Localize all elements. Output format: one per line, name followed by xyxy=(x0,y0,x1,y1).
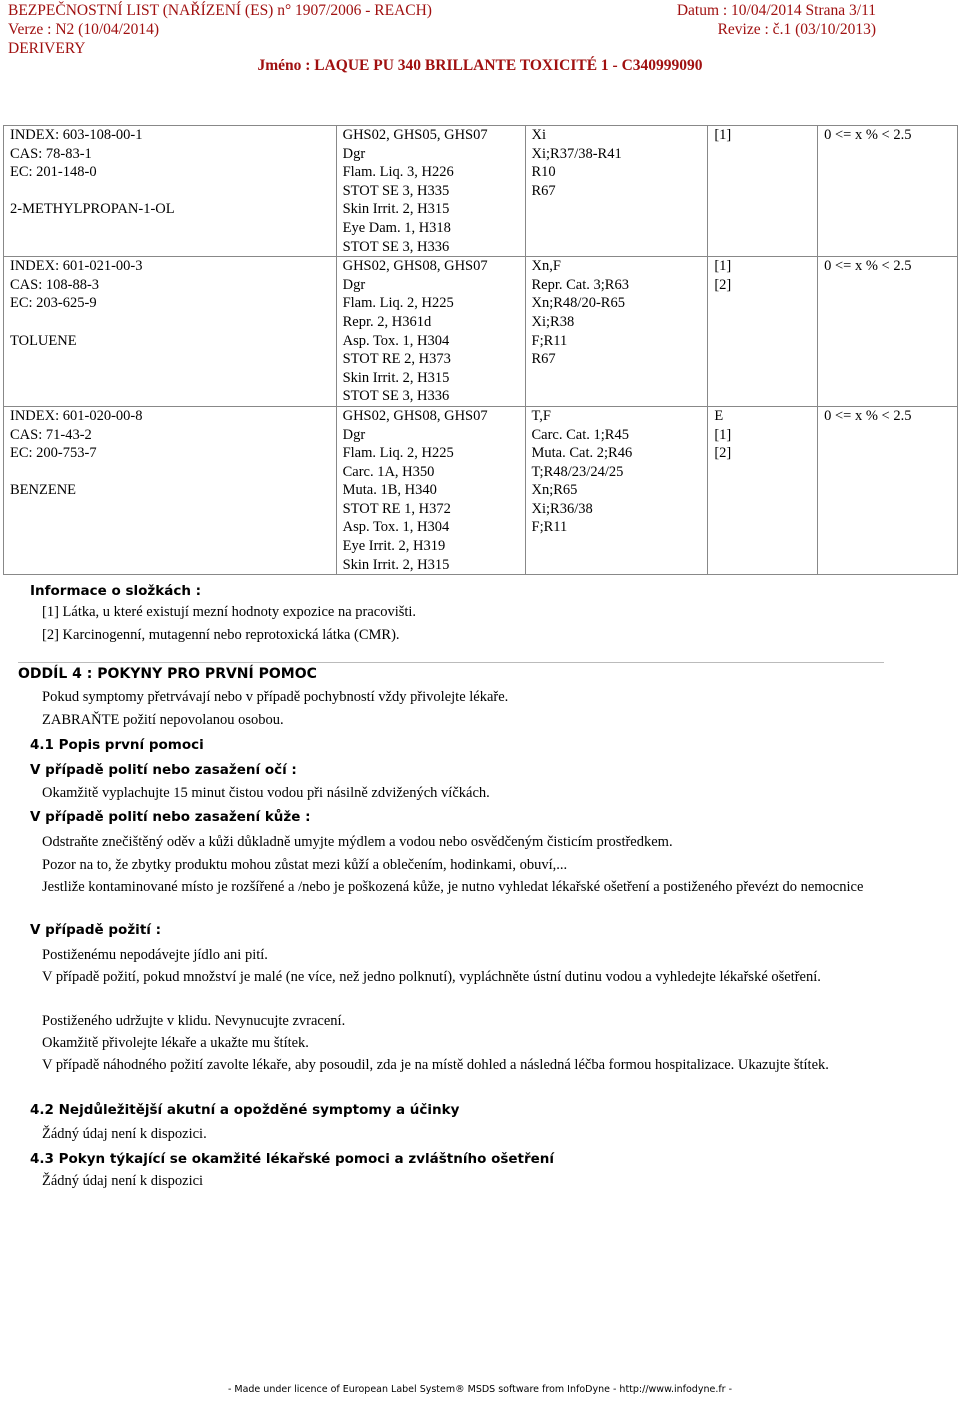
cell-line: INDEX: 603-108-00-1 xyxy=(10,127,143,143)
skin-text-3: Jestliže kontaminované místo je rozšířené a /nebo je poškozená kůže, je nutno vyhledat lékařské ošetření a postiženého převézt do nemocnice xyxy=(42,879,864,895)
cell-line: INDEX: 601-020-00-8 xyxy=(10,407,143,424)
cell-line: R67 xyxy=(531,351,556,368)
cell-line: Dgr xyxy=(342,276,366,293)
ingestion-text-5: V případě náhodného požití zavolte lékaře, aby posoudil, zda je na místě dohled a následná léčba formou hospitalizace. Ukazujte štítek. xyxy=(42,1057,829,1073)
skin-text-1: Odstraňte znečištěný oděv a kůži důkladně umyjte mýdlem a vodou nebo osvědčeným čisticím prostředkem. xyxy=(42,834,673,850)
substance-identification-cell xyxy=(4,126,337,257)
clp-classification-cell xyxy=(336,406,525,574)
blank-line xyxy=(10,313,336,332)
cell-line: E xyxy=(714,407,724,424)
revision: Revize : č.1 (03/10/2013) xyxy=(717,21,876,38)
cell-line: Muta. Cat. 2;R46 xyxy=(531,445,633,462)
subsection-4-3-title: 4.3 Pokyn týkající se okamžité lékařské pomoci a zvláštního ošetření xyxy=(30,1151,555,1167)
cell-line: STOT SE 3, H335 xyxy=(342,182,450,199)
cell-line: BENZENE xyxy=(10,482,77,499)
cell-line: Repr. 2, H361d xyxy=(342,313,432,330)
cell-line: [1] xyxy=(714,127,732,143)
header-line-3 xyxy=(8,39,952,58)
cell-line: R10 xyxy=(531,164,556,181)
eyes-text: Okamžitě vyplachujte 15 minut čistou vodou při násilně zdvižených víčkách. xyxy=(42,785,490,801)
cell-line: EC: 200-753-7 xyxy=(10,445,97,462)
cell-line: Eye Irrit. 2, H319 xyxy=(342,538,446,555)
info-note-2: [2] Karcinogenní, mutagenní nebo reprotoxická látka (CMR). xyxy=(42,627,400,643)
cell-line: Carc. Cat. 1;R45 xyxy=(531,426,629,443)
dsd-classification-cell xyxy=(525,406,708,574)
cell-line: INDEX: 601-021-00-3 xyxy=(10,258,143,275)
table-row xyxy=(4,257,958,407)
cell-line: Xi;R37/38-R41 xyxy=(531,145,622,162)
cell-line: GHS02, GHS05, GHS07 xyxy=(342,127,488,143)
components-info-title: Informace o složkách : xyxy=(30,583,202,599)
cell-line: Asp. Tox. 1, H304 xyxy=(342,332,450,349)
product-name: Jméno : LAQUE PU 340 BRILLANTE TOXICITÉ 1 - C340999090 xyxy=(257,57,703,74)
footer-licence: - Made under licence of European Label System® MSDS software from InfoDyne - http://www.infodyne.fr - xyxy=(227,1384,733,1395)
cell-line: Dgr xyxy=(342,426,366,443)
cell-line: CAS: 71-43-2 xyxy=(10,426,92,443)
cell-line: EC: 203-625-9 xyxy=(10,295,97,312)
ingestion-title: V případě požití : xyxy=(30,922,161,938)
cell-line: F;R11 xyxy=(531,332,568,349)
concentration-cell xyxy=(818,257,958,407)
cell-line: CAS: 108-88-3 xyxy=(10,276,100,293)
notes-cell xyxy=(708,126,818,257)
table-row xyxy=(4,406,958,574)
clp-classification-cell xyxy=(336,126,525,257)
concentration-value: 0 <= x % < 2.5 xyxy=(824,127,912,143)
ingestion-text-1: Postiženému nepodávejte jídlo ani pití. xyxy=(42,947,268,963)
cell-line: GHS02, GHS08, GHS07 xyxy=(342,407,488,424)
cell-line: [1] xyxy=(714,426,732,443)
cell-line: STOT RE 2, H373 xyxy=(342,351,451,368)
substance-identification-cell xyxy=(4,406,337,574)
company-name: DERIVERY xyxy=(8,40,86,57)
blank-line xyxy=(10,463,336,482)
cell-line: Skin Irrit. 2, H315 xyxy=(342,201,450,218)
cell-line: CAS: 78-83-1 xyxy=(10,145,92,162)
cell-line: Repr. Cat. 3;R63 xyxy=(531,276,629,293)
section-divider xyxy=(18,662,884,663)
cell-line: Xi;R38 xyxy=(531,313,575,330)
intro-line-2: ZABRAŇTE požití nepovolanou osobou. xyxy=(42,712,284,728)
subsection-4-2-text: Žádný údaj není k dispozici. xyxy=(42,1126,207,1142)
cell-line: EC: 201-148-0 xyxy=(10,164,97,181)
table-row xyxy=(4,126,958,257)
cell-line: Skin Irrit. 2, H315 xyxy=(342,556,450,573)
cell-line: Dgr xyxy=(342,145,366,162)
cell-line: STOT RE 1, H372 xyxy=(342,500,451,517)
cell-line: Xi xyxy=(531,127,546,143)
cell-line: [1] xyxy=(714,258,732,275)
ingestion-text-4: Okamžitě přivolejte lékaře a ukažte mu štítek. xyxy=(42,1035,309,1051)
concentration-cell xyxy=(818,126,958,257)
cell-line: GHS02, GHS08, GHS07 xyxy=(342,258,488,275)
notes-cell xyxy=(708,406,818,574)
ingestion-text-2: V případě požití, pokud množství je malé (ne více, než jedno polknutí), vypláchněte ústní dutinu vodou a vyhledejte lékařské ošetření. xyxy=(42,969,821,985)
date-page: Datum : 10/04/2014 Strana 3/11 xyxy=(676,2,876,19)
cell-line: [2] xyxy=(714,276,732,293)
cell-line: T,F xyxy=(531,407,551,424)
ingestion-text-3: Postiženého udržujte v klidu. Nevynucujte zvracení. xyxy=(42,1013,346,1029)
subsection-4-1-title: 4.1 Popis první pomoci xyxy=(30,737,204,753)
cell-line: [2] xyxy=(714,445,732,462)
eyes-title: V případě polití nebo zasažení očí : xyxy=(30,762,297,778)
cell-line: Xi;R36/38 xyxy=(531,500,593,517)
cell-line: STOT SE 3, H336 xyxy=(342,388,450,405)
substance-identification-cell xyxy=(4,257,337,407)
subsection-4-2-title: 4.2 Nejdůležitější akutní a opožděné symptomy a účinky xyxy=(30,1102,460,1118)
notes-cell xyxy=(708,257,818,407)
cell-line: Xn,F xyxy=(531,258,561,275)
blank-line xyxy=(10,182,336,201)
cell-line: Skin Irrit. 2, H315 xyxy=(342,369,450,386)
dsd-classification-cell xyxy=(525,257,708,407)
clp-classification-cell xyxy=(336,257,525,407)
document-title: BEZPEČNOSTNÍ LIST (NAŘÍZENÍ (ES) n° 1907/2006 - REACH) xyxy=(8,2,432,19)
composition-table xyxy=(3,125,958,575)
cell-line: Flam. Liq. 2, H225 xyxy=(342,295,454,312)
cell-line: Asp. Tox. 1, H304 xyxy=(342,519,450,536)
cell-line: Xn;R65 xyxy=(531,482,578,499)
version: Verze : N2 (10/04/2014) xyxy=(8,21,160,38)
subsection-4-3-text: Žádný údaj není k dispozici xyxy=(42,1173,204,1189)
cell-line: STOT SE 3, H336 xyxy=(342,238,450,255)
skin-title: V případě polití nebo zasažení kůže : xyxy=(30,809,311,825)
section-4-title: ODDÍL 4 : POKYNY PRO PRVNÍ POMOC xyxy=(18,666,317,682)
cell-line: Muta. 1B, H340 xyxy=(342,482,437,499)
cell-line: Carc. 1A, H350 xyxy=(342,463,435,480)
cell-line: 2-METHYLPROPAN-1-OL xyxy=(10,201,175,218)
skin-text-2: Pozor na to, že zbytky produktu mohou zůstat mezi kůží a oblečením, hodinkami, obuví,... xyxy=(42,857,568,873)
concentration-value: 0 <= x % < 2.5 xyxy=(824,258,912,275)
intro-line-1: Pokud symptomy přetrvávají nebo v případě pochybností vždy přivolejte lékaře. xyxy=(42,689,509,705)
info-note-1: [1] Látka, u které existují mezní hodnoty expozice na pracovišti. xyxy=(42,604,417,620)
cell-line: R67 xyxy=(531,182,556,199)
cell-line: TOLUENE xyxy=(10,332,77,349)
cell-line: Eye Dam. 1, H318 xyxy=(342,219,451,236)
concentration-value: 0 <= x % < 2.5 xyxy=(824,407,912,424)
cell-line: F;R11 xyxy=(531,519,568,536)
cell-line: Flam. Liq. 2, H225 xyxy=(342,445,454,462)
cell-line: Flam. Liq. 3, H226 xyxy=(342,164,454,181)
header-line-2 xyxy=(8,20,952,39)
cell-line: Xn;R48/20-R65 xyxy=(531,295,625,312)
concentration-cell xyxy=(818,406,958,574)
header-line-1 xyxy=(8,1,952,20)
dsd-classification-cell xyxy=(525,126,708,257)
cell-line: T;R48/23/24/25 xyxy=(531,463,624,480)
